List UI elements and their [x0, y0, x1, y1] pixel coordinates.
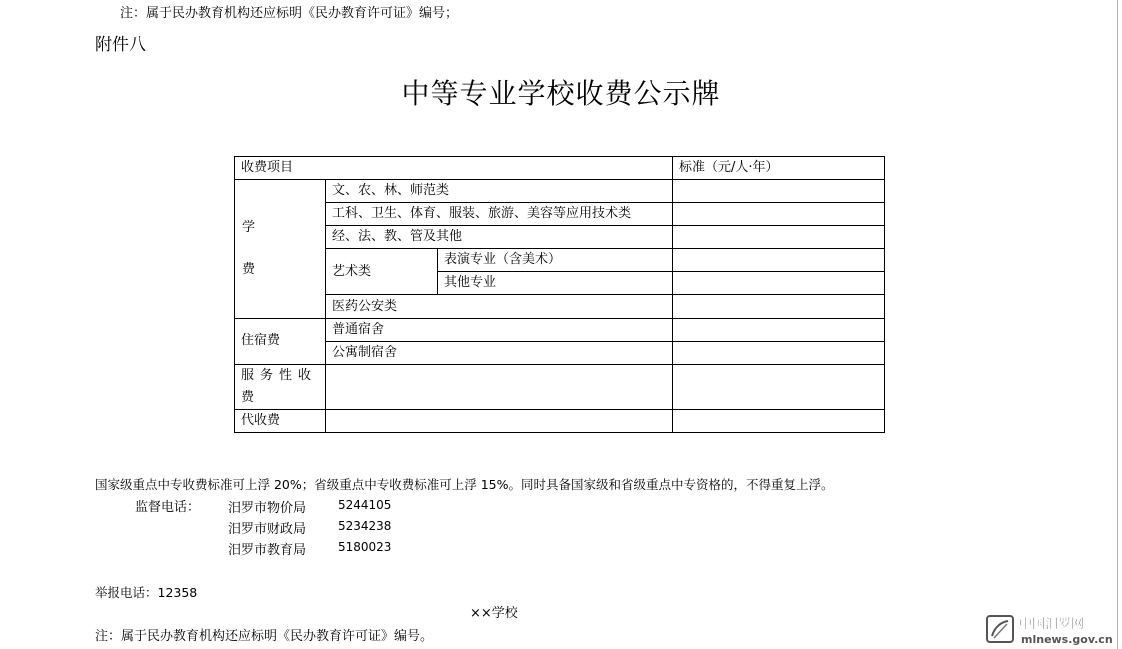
service-fee-item: [326, 364, 673, 409]
contact-name: 汨罗市财政局: [228, 522, 307, 537]
tuition-gongke: 工科、卫生、体育、服装、旅游、美容等应用技术类: [326, 203, 673, 226]
service-fee-text: 服务性收费: [241, 367, 318, 405]
agency-fee-label: 代收费: [235, 409, 326, 432]
housing-normal: 普通宿舍: [326, 318, 673, 341]
table-row: [235, 226, 885, 249]
contact-name: 汨罗市物价局: [228, 501, 307, 516]
standard-cell: [673, 226, 885, 249]
agency-fee-item: [326, 409, 673, 432]
standard-cell: [673, 203, 885, 226]
contact-line: [228, 539, 392, 558]
contact-line: [228, 497, 392, 516]
standard-cell: [673, 180, 885, 203]
standard-cell: [673, 341, 885, 364]
top-note: 注：属于民办教育机构还应标明《民办教育许可证》编号；: [120, 6, 459, 21]
standard-cell: [673, 249, 885, 272]
tuition-wenong: 文、农、林、师范类: [326, 180, 673, 203]
table-row: [235, 409, 885, 432]
report-phone: 举报电话：12358: [95, 585, 198, 600]
housing-apartment: 公寓制宿舍: [326, 341, 673, 364]
contact-phone: 5244105: [338, 498, 392, 512]
fee-table: [234, 156, 885, 433]
art-label: 艺术类: [326, 249, 438, 295]
watermark-title: 中国汨罗网: [1019, 617, 1085, 632]
tuition-jingfa: 经、法、教、管及其他: [326, 226, 673, 249]
service-fee-label: [235, 364, 326, 409]
site-watermark: [985, 612, 1117, 648]
watermark-logo-icon: [985, 612, 1117, 648]
table-row: [235, 341, 885, 364]
contact-name: 汨罗市教育局: [228, 543, 307, 558]
contact-phone: 5180023: [338, 540, 392, 554]
table-row: [235, 318, 885, 341]
table-row: [235, 364, 885, 409]
standard-cell: [673, 364, 885, 409]
tuition-label: [235, 180, 326, 318]
standard-cell: [673, 295, 885, 318]
standard-cell: [673, 318, 885, 341]
school-name: ××学校: [470, 606, 518, 621]
table-row: [235, 180, 885, 203]
header-fee-item: 收费项目: [235, 157, 673, 180]
tuition-char-1: 学: [242, 219, 256, 235]
attachment-label: 附件八: [95, 35, 146, 55]
housing-label: 住宿费: [235, 318, 326, 364]
tuition-char-2: 费: [242, 261, 256, 277]
standard-cell: [673, 409, 885, 432]
table-row: [235, 249, 885, 272]
art-other: 其他专业: [438, 272, 673, 295]
header-standard: 标准（元/人·年）: [673, 157, 885, 180]
bottom-note: 注：属于民办教育机构还应标明《民办教育许可证》编号。: [95, 629, 434, 644]
table-header-row: [235, 157, 885, 180]
supervision-label: 监督电话：: [135, 500, 201, 515]
standard-cell: [673, 272, 885, 295]
page-title: 中等专业学校收费公示牌: [401, 77, 721, 110]
tuition-medicine: 医药公安类: [326, 295, 673, 318]
art-performance: 表演专业（含美术）: [438, 249, 673, 272]
table-row: [235, 203, 885, 226]
contact-phone: 5234238: [338, 519, 392, 533]
watermark-url: mlnews.gov.cn: [1021, 633, 1113, 646]
table-row: [235, 295, 885, 318]
policy-text: 国家级重点中专收费标准可上浮 20%；省级重点中专收费标准可上浮 15%。同时具备国家级和省级重点中专资格的，不得重复上浮。: [95, 477, 834, 492]
contact-line: [228, 518, 392, 537]
